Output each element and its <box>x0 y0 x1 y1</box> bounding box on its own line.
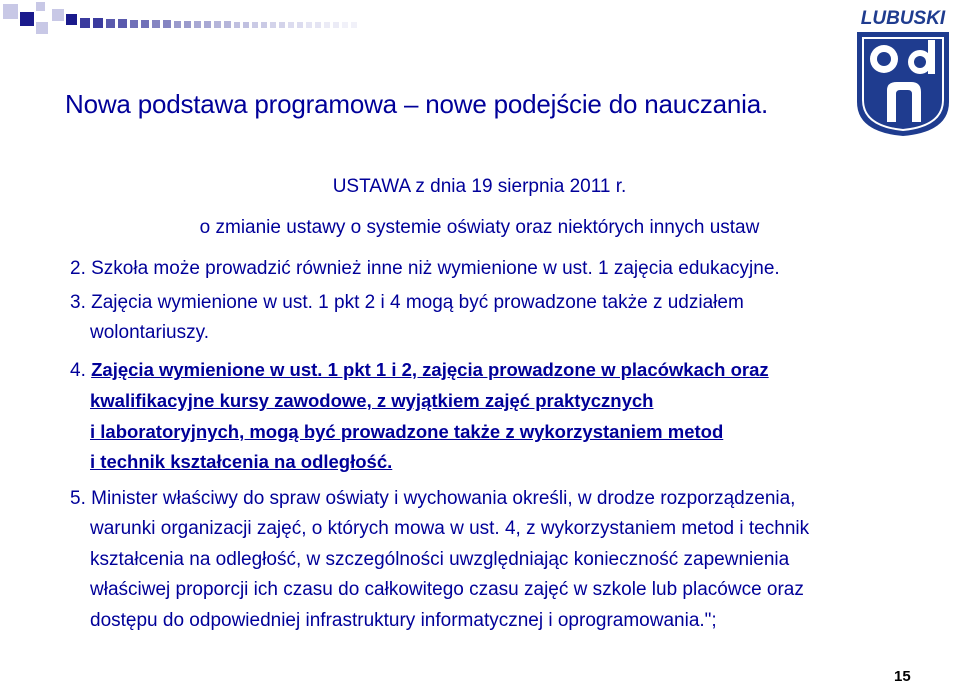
act-title: USTAWA z dnia 19 sierpnia 2011 r. <box>332 176 627 197</box>
paragraph-4-line-4: i technik kształcenia na odległość. <box>90 451 393 472</box>
paragraph-5-line-4: właściwej proporcji ich czasu do całkowitego czasu zajęć w szkole lub placówce oraz <box>90 579 804 600</box>
paragraph-5-line-1: 5. Minister właściwy do spraw oświaty i wychowania określi, w drodze rozporządzenia, <box>70 488 796 509</box>
decorative-squares-bar <box>0 0 420 40</box>
paragraph-2: 2. Szkoła może prowadzić również inne niż wymienione w ust. 1 zajęcia edukacyjne. <box>70 258 780 279</box>
paragraph-4-line-1 <box>70 359 769 382</box>
paragraph-5-line-2: warunki organizacji zajęć, o których mowa w ust. 4, z wykorzystaniem metod i technik <box>90 518 810 539</box>
paragraph-4-line-2: kwalifikacyjne kursy zawodowe, z wyjątkiem zajęć praktycznych <box>90 390 654 411</box>
paragraph-4-number: 4. <box>70 360 92 381</box>
lubuski-odn-logo <box>853 4 953 138</box>
paragraph-4-text-1: Zajęcia wymienione w ust. 1 pkt 1 i 2, zajęcia prowadzone w placówkach oraz <box>91 359 769 380</box>
paragraph-3-line-2: wolontariuszy. <box>90 322 209 343</box>
paragraph-5-line-3: kształcenia na odległość, w szczególności uwzględniając konieczność zapewnienia <box>90 549 790 570</box>
paragraph-4-line-3: i laboratoryjnych, mogą być prowadzone także z wykorzystaniem metod <box>90 421 724 442</box>
paragraph-3-line-1: 3. Zajęcia wymienione w ust. 1 pkt 2 i 4 mogą być prowadzone także z udziałem <box>70 292 744 313</box>
page-number: 15 <box>894 668 911 685</box>
paragraph-5-line-5: dostępu do odpowiedniej infrastruktury informatycznej i oprogramowania."; <box>90 610 717 631</box>
slide-title: Nowa podstawa programowa – nowe podejście do nauczania. <box>65 89 768 119</box>
act-subtitle: o zmianie ustawy o systemie oświaty oraz niektórych innych ustaw <box>199 217 760 238</box>
logo-top-text: LUBUSKI <box>860 8 946 29</box>
